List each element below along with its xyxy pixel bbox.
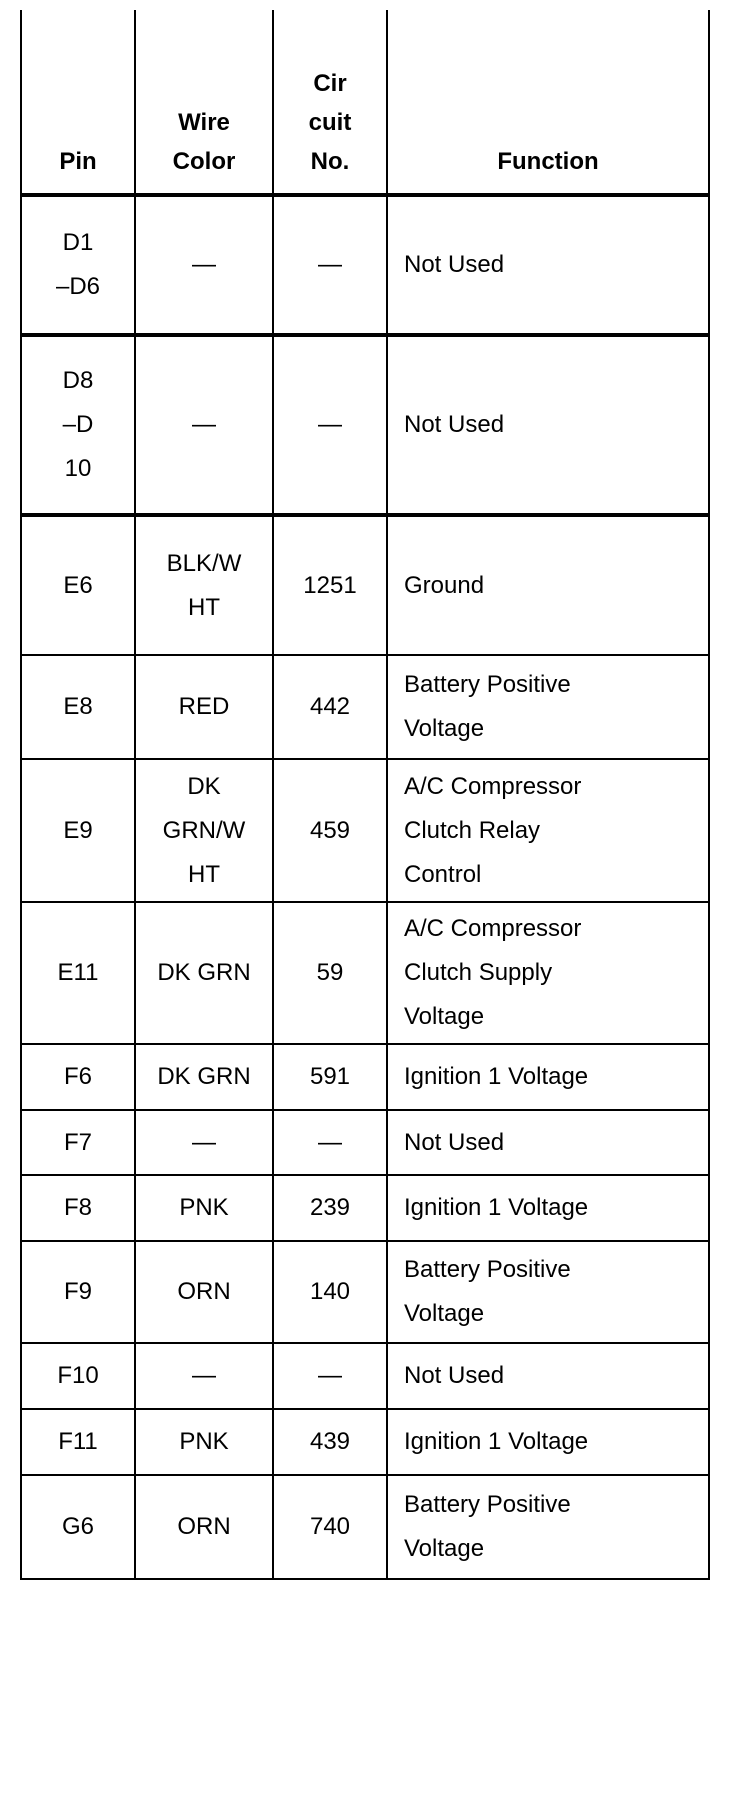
function-cell (387, 759, 709, 902)
circuit-no-value: — (318, 251, 342, 278)
pin-cell (21, 1175, 135, 1241)
circuit-no-value: 239 (309, 1194, 351, 1221)
function-line: Clutch Supply (404, 959, 553, 986)
connector-pinout-table (20, 10, 710, 1580)
wire-color-cell (135, 1175, 273, 1241)
table-row (21, 759, 709, 902)
header-circuit-line: No. (310, 148, 350, 175)
header-circuit-no (273, 10, 387, 195)
pin-line: F7 (63, 1128, 92, 1156)
wire-color-line: — (192, 251, 216, 278)
table-row (21, 335, 709, 515)
function-cell (387, 1475, 709, 1579)
wire-color-line: — (192, 1362, 216, 1389)
table-row (21, 1044, 709, 1110)
wire-color-cell (135, 902, 273, 1044)
circuit-no-cell (273, 515, 387, 655)
wire-color-line: RED (178, 693, 230, 720)
wire-color-line: ORN (177, 1513, 231, 1540)
pin-line: G6 (61, 1513, 94, 1540)
circuit-no-value: 140 (309, 1278, 351, 1305)
pin-cell (21, 655, 135, 759)
circuit-no-value: 439 (309, 1428, 351, 1455)
wire-color-cell (135, 1044, 273, 1110)
wire-color-cell (135, 1409, 273, 1475)
table-row (21, 195, 709, 335)
header-function (387, 10, 709, 195)
circuit-no-cell (273, 1241, 387, 1343)
wire-color-cell (135, 1110, 273, 1175)
function-cell (387, 1343, 709, 1409)
wire-color-line: PNK (179, 1194, 229, 1221)
function-line: Voltage (404, 715, 485, 742)
circuit-no-cell (273, 1110, 387, 1175)
wire-color-cell (135, 759, 273, 902)
function-line: Voltage (404, 1003, 485, 1030)
wire-color-line: HT (188, 593, 220, 621)
circuit-no-cell (273, 655, 387, 759)
pin-line: –D6 (55, 273, 101, 300)
function-line: Battery Positive (404, 1491, 571, 1518)
function-cell (387, 1241, 709, 1343)
circuit-no-value: — (318, 1128, 342, 1156)
table-row (21, 1343, 709, 1409)
function-line: Voltage (404, 1535, 485, 1562)
pin-cell (21, 759, 135, 902)
wire-color-line: HT (188, 860, 220, 888)
circuit-no-value: — (318, 1362, 342, 1389)
table-row (21, 1175, 709, 1241)
wire-color-cell (135, 195, 273, 335)
pin-cell (21, 1241, 135, 1343)
circuit-no-cell (273, 1409, 387, 1475)
wire-color-cell (135, 1343, 273, 1409)
wire-color-line: DK (187, 772, 221, 800)
pin-line: D1 (62, 229, 94, 256)
function-line: Not Used (404, 251, 505, 278)
pin-line: D8 (62, 367, 94, 394)
function-line: A/C Compressor (404, 915, 582, 942)
function-line: Battery Positive (404, 1256, 571, 1283)
function-cell (387, 1110, 709, 1175)
pin-line: E11 (57, 959, 99, 986)
header-wire-color (135, 10, 273, 195)
function-line: Ignition 1 Voltage (404, 1063, 589, 1090)
function-line: Clutch Relay (404, 816, 541, 844)
function-cell (387, 655, 709, 759)
table-body (21, 195, 709, 1579)
function-cell (387, 1044, 709, 1110)
pin-cell (21, 902, 135, 1044)
function-line: Not Used (404, 411, 505, 438)
function-line: Voltage (404, 1300, 485, 1327)
function-line: Ignition 1 Voltage (404, 1428, 589, 1455)
circuit-no-cell (273, 195, 387, 335)
header-pin-label: Pin (59, 148, 97, 175)
function-line: Ground (404, 571, 485, 599)
pin-cell (21, 335, 135, 515)
header-pin (21, 10, 135, 195)
header-circuit-line: cuit (308, 109, 352, 136)
wire-color-cell (135, 1241, 273, 1343)
pin-cell (21, 515, 135, 655)
circuit-no-value: 459 (309, 816, 351, 844)
pin-line: E8 (63, 693, 93, 720)
function-cell (387, 1409, 709, 1475)
wire-color-cell (135, 655, 273, 759)
pin-cell (21, 1475, 135, 1579)
pin-line: F11 (58, 1428, 98, 1455)
function-line: Control (404, 860, 482, 888)
wire-color-cell (135, 515, 273, 655)
pin-line: F8 (63, 1194, 92, 1221)
circuit-no-cell (273, 1343, 387, 1409)
table-row (21, 515, 709, 655)
function-line: Not Used (404, 1362, 505, 1389)
circuit-no-cell (273, 759, 387, 902)
circuit-no-value: 1251 (303, 571, 357, 599)
function-cell (387, 902, 709, 1044)
function-cell (387, 335, 709, 515)
table-row (21, 902, 709, 1044)
pin-line: E9 (63, 816, 93, 844)
circuit-no-cell (273, 1175, 387, 1241)
function-cell (387, 195, 709, 335)
header-wire-color-line: Color (172, 148, 236, 175)
pin-cell (21, 195, 135, 335)
function-cell (387, 1175, 709, 1241)
circuit-no-value: 59 (316, 959, 344, 986)
pin-line: F9 (63, 1278, 92, 1305)
circuit-no-value: 591 (309, 1063, 351, 1090)
wire-color-line: DK GRN (157, 1063, 251, 1090)
header-function-label: Function (497, 148, 599, 175)
wire-color-cell (135, 1475, 273, 1579)
function-line: Ignition 1 Voltage (404, 1194, 589, 1221)
pin-line: –D (62, 411, 94, 438)
table-row (21, 655, 709, 759)
circuit-no-value: — (318, 411, 342, 438)
circuit-no-cell (273, 335, 387, 515)
wire-color-line: — (192, 1128, 216, 1156)
table-row (21, 1241, 709, 1343)
table-row (21, 1110, 709, 1175)
wire-color-cell (135, 335, 273, 515)
pin-cell (21, 1044, 135, 1110)
function-line: Not Used (404, 1128, 505, 1156)
function-line: A/C Compressor (404, 772, 582, 800)
header-row (21, 10, 709, 195)
circuit-no-value: 740 (309, 1513, 351, 1540)
circuit-no-cell (273, 902, 387, 1044)
pin-cell (21, 1110, 135, 1175)
table-row (21, 1475, 709, 1579)
circuit-no-value: 442 (309, 693, 351, 720)
pin-line: 10 (64, 455, 92, 482)
wire-color-line: ORN (177, 1278, 231, 1305)
wire-color-line: DK GRN (157, 959, 251, 986)
function-line: Battery Positive (404, 671, 571, 698)
header-circuit-line: Cir (313, 70, 347, 97)
wire-color-line: BLK/W (166, 549, 242, 577)
table-row (21, 1409, 709, 1475)
circuit-no-cell (273, 1044, 387, 1110)
circuit-no-cell (273, 1475, 387, 1579)
wire-color-line: PNK (179, 1428, 229, 1455)
function-cell (387, 515, 709, 655)
wire-color-line: GRN/W (162, 816, 246, 844)
pin-cell (21, 1409, 135, 1475)
pin-cell (21, 1343, 135, 1409)
header-wire-color-line: Wire (178, 109, 230, 136)
pin-line: E6 (63, 571, 93, 599)
pin-line: F6 (63, 1063, 92, 1090)
pin-line: F10 (57, 1362, 99, 1389)
wire-color-line: — (192, 411, 216, 438)
